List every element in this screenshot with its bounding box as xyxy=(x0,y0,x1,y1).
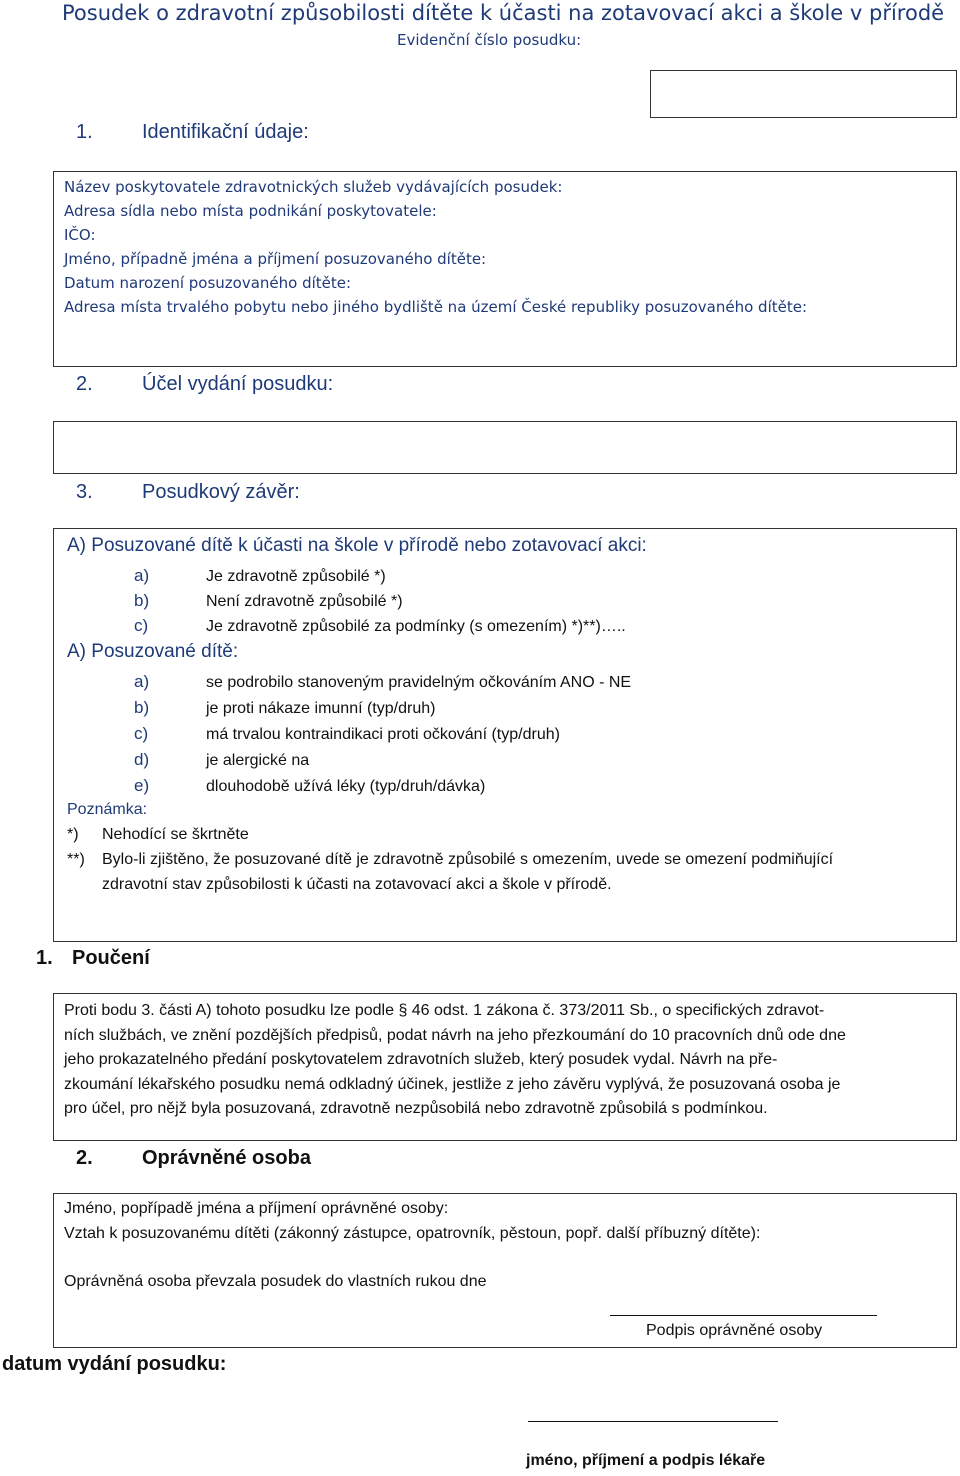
child-name-label: Jméno, případně jména a příjmení posuzovaného dítěte: xyxy=(64,250,487,268)
identification-box xyxy=(53,171,957,367)
section-3-number: 3. xyxy=(76,481,93,503)
child-address-label: Adresa místa trvalého pobytu nebo jiného bydliště na území České republiky posuzovaného dítěte: xyxy=(64,298,808,316)
purpose-field[interactable] xyxy=(53,421,957,474)
evidence-number-label: Evidenční číslo posudku: xyxy=(397,31,582,49)
document-title: Posudek o zdravotní způsobilosti dítěte k účasti na zotavovací akci a škole v přírodě xyxy=(62,1,945,25)
note-2-continuation: zdravotní stav způsobilosti k účasti na zotavovací akci a škole v přírodě. xyxy=(102,876,612,893)
provider-name-label: Název poskytovatele zdravotnických služeb vydávajících posudek: xyxy=(64,178,563,196)
signature-line[interactable] xyxy=(610,1315,877,1316)
authorized-person-name-label: Jméno, popřípadě jména a příjmení oprávněné osoby: xyxy=(64,1200,449,1217)
evidence-number-field[interactable] xyxy=(650,70,957,118)
received-date-label: Oprávněná osoba převzala posudek do vlastních rukou dne xyxy=(64,1273,487,1290)
section-2-number: 2. xyxy=(76,373,93,395)
section-1-number: 1. xyxy=(76,121,93,143)
provider-address-label: Adresa sídla nebo místa podnikání poskytovatele: xyxy=(64,202,437,220)
section-3-title: Posudkový závěr: xyxy=(142,481,300,503)
instructions-title: Poučení xyxy=(72,947,150,969)
instructions-box xyxy=(53,993,957,1141)
section-2-title: Účel vydání posudku: xyxy=(142,373,334,395)
section-2-heading xyxy=(76,373,333,396)
part-b-item: a) se podrobilo stanoveným pravidelným očkováním ANO - NE xyxy=(134,672,632,691)
relationship-label: Vztah k posuzovanému dítěti (zákonný zástupce, opatrovník, pěstoun, popř. další příbuzný dítěte): xyxy=(64,1225,761,1242)
part-b-item: e) dlouhodobě užívá léky (typ/druh/dávka) xyxy=(134,776,486,795)
part-b-item: b) je proti nákaze imunní (typ/druh) xyxy=(134,698,436,717)
section-1-title: Identifikační údaje: xyxy=(142,121,309,143)
part-b-item: c) má trvalou kontraindikaci proti očkování (typ/druh) xyxy=(134,724,560,743)
instructions-text: Proti bodu 3. části A) tohoto posudku lze podle § 46 odst. 1 zákona č. 373/2011 Sb., o specifických zdravot- ních službách, ve znění pozdějších předpisů, podat návrh na jeho přezkoumání do 10 pracovních dnů ode dne jeho prokazatelného předání poskytovatelem zdravotních služeb, který posudek vydal. Návrh na pře- zkoumání lékařského posudku nemá odkladný účinek, jestliže z jeho závěru vyplývá, že posuzovaná osoba je pro účel, pro nějž byla posuzovaná, zdravotně nezpůsobilá nebo zdravotně způsobilá s podmínkou. xyxy=(64,1002,846,1117)
child-birthdate-label: Datum narození posuzovaného dítěte: xyxy=(64,274,352,292)
note-1: *) Nehodící se škrtněte xyxy=(67,826,249,843)
conclusion-box xyxy=(53,528,957,942)
authorized-person-heading xyxy=(76,1147,311,1170)
doctor-signature-label: jméno, příjmení a podpis lékaře xyxy=(526,1452,766,1469)
part-a-heading: A) Posuzované dítě k účasti na škole v přírodě nebo zotavovací akci: xyxy=(67,535,647,556)
note-label: Poznámka: xyxy=(67,801,148,818)
note-2: **) Bylo-li zjištěno, že posuzované dítě je zdravotně způsobilé s omezením, uvede se omezení podmiňující xyxy=(67,851,834,868)
ico-label: IČO: xyxy=(64,226,96,244)
authorized-person-box xyxy=(53,1193,957,1348)
part-b-heading: A) Posuzované dítě: xyxy=(67,641,239,662)
part-a-item: c) Je zdravotně způsobilé za podmínky (s omezením) *)**)….. xyxy=(134,616,626,635)
section-3-heading xyxy=(76,481,300,504)
instructions-number: 1. xyxy=(36,947,53,969)
part-a-item: a) Je zdravotně způsobilé *) xyxy=(134,566,386,585)
signature-label: Podpis oprávněné osoby xyxy=(646,1322,823,1339)
authorized-person-title: Oprávněné osoba xyxy=(142,1147,311,1169)
doctor-signature-line[interactable] xyxy=(528,1421,778,1422)
authorized-person-number: 2. xyxy=(76,1147,93,1169)
instructions-heading xyxy=(36,947,150,970)
part-a-item: b) Není zdravotně způsobilé *) xyxy=(134,591,403,610)
part-b-item: d) je alergické na xyxy=(134,750,310,769)
section-1-heading xyxy=(76,121,309,144)
issue-date-label: datum vydání posudku: xyxy=(2,1353,227,1375)
